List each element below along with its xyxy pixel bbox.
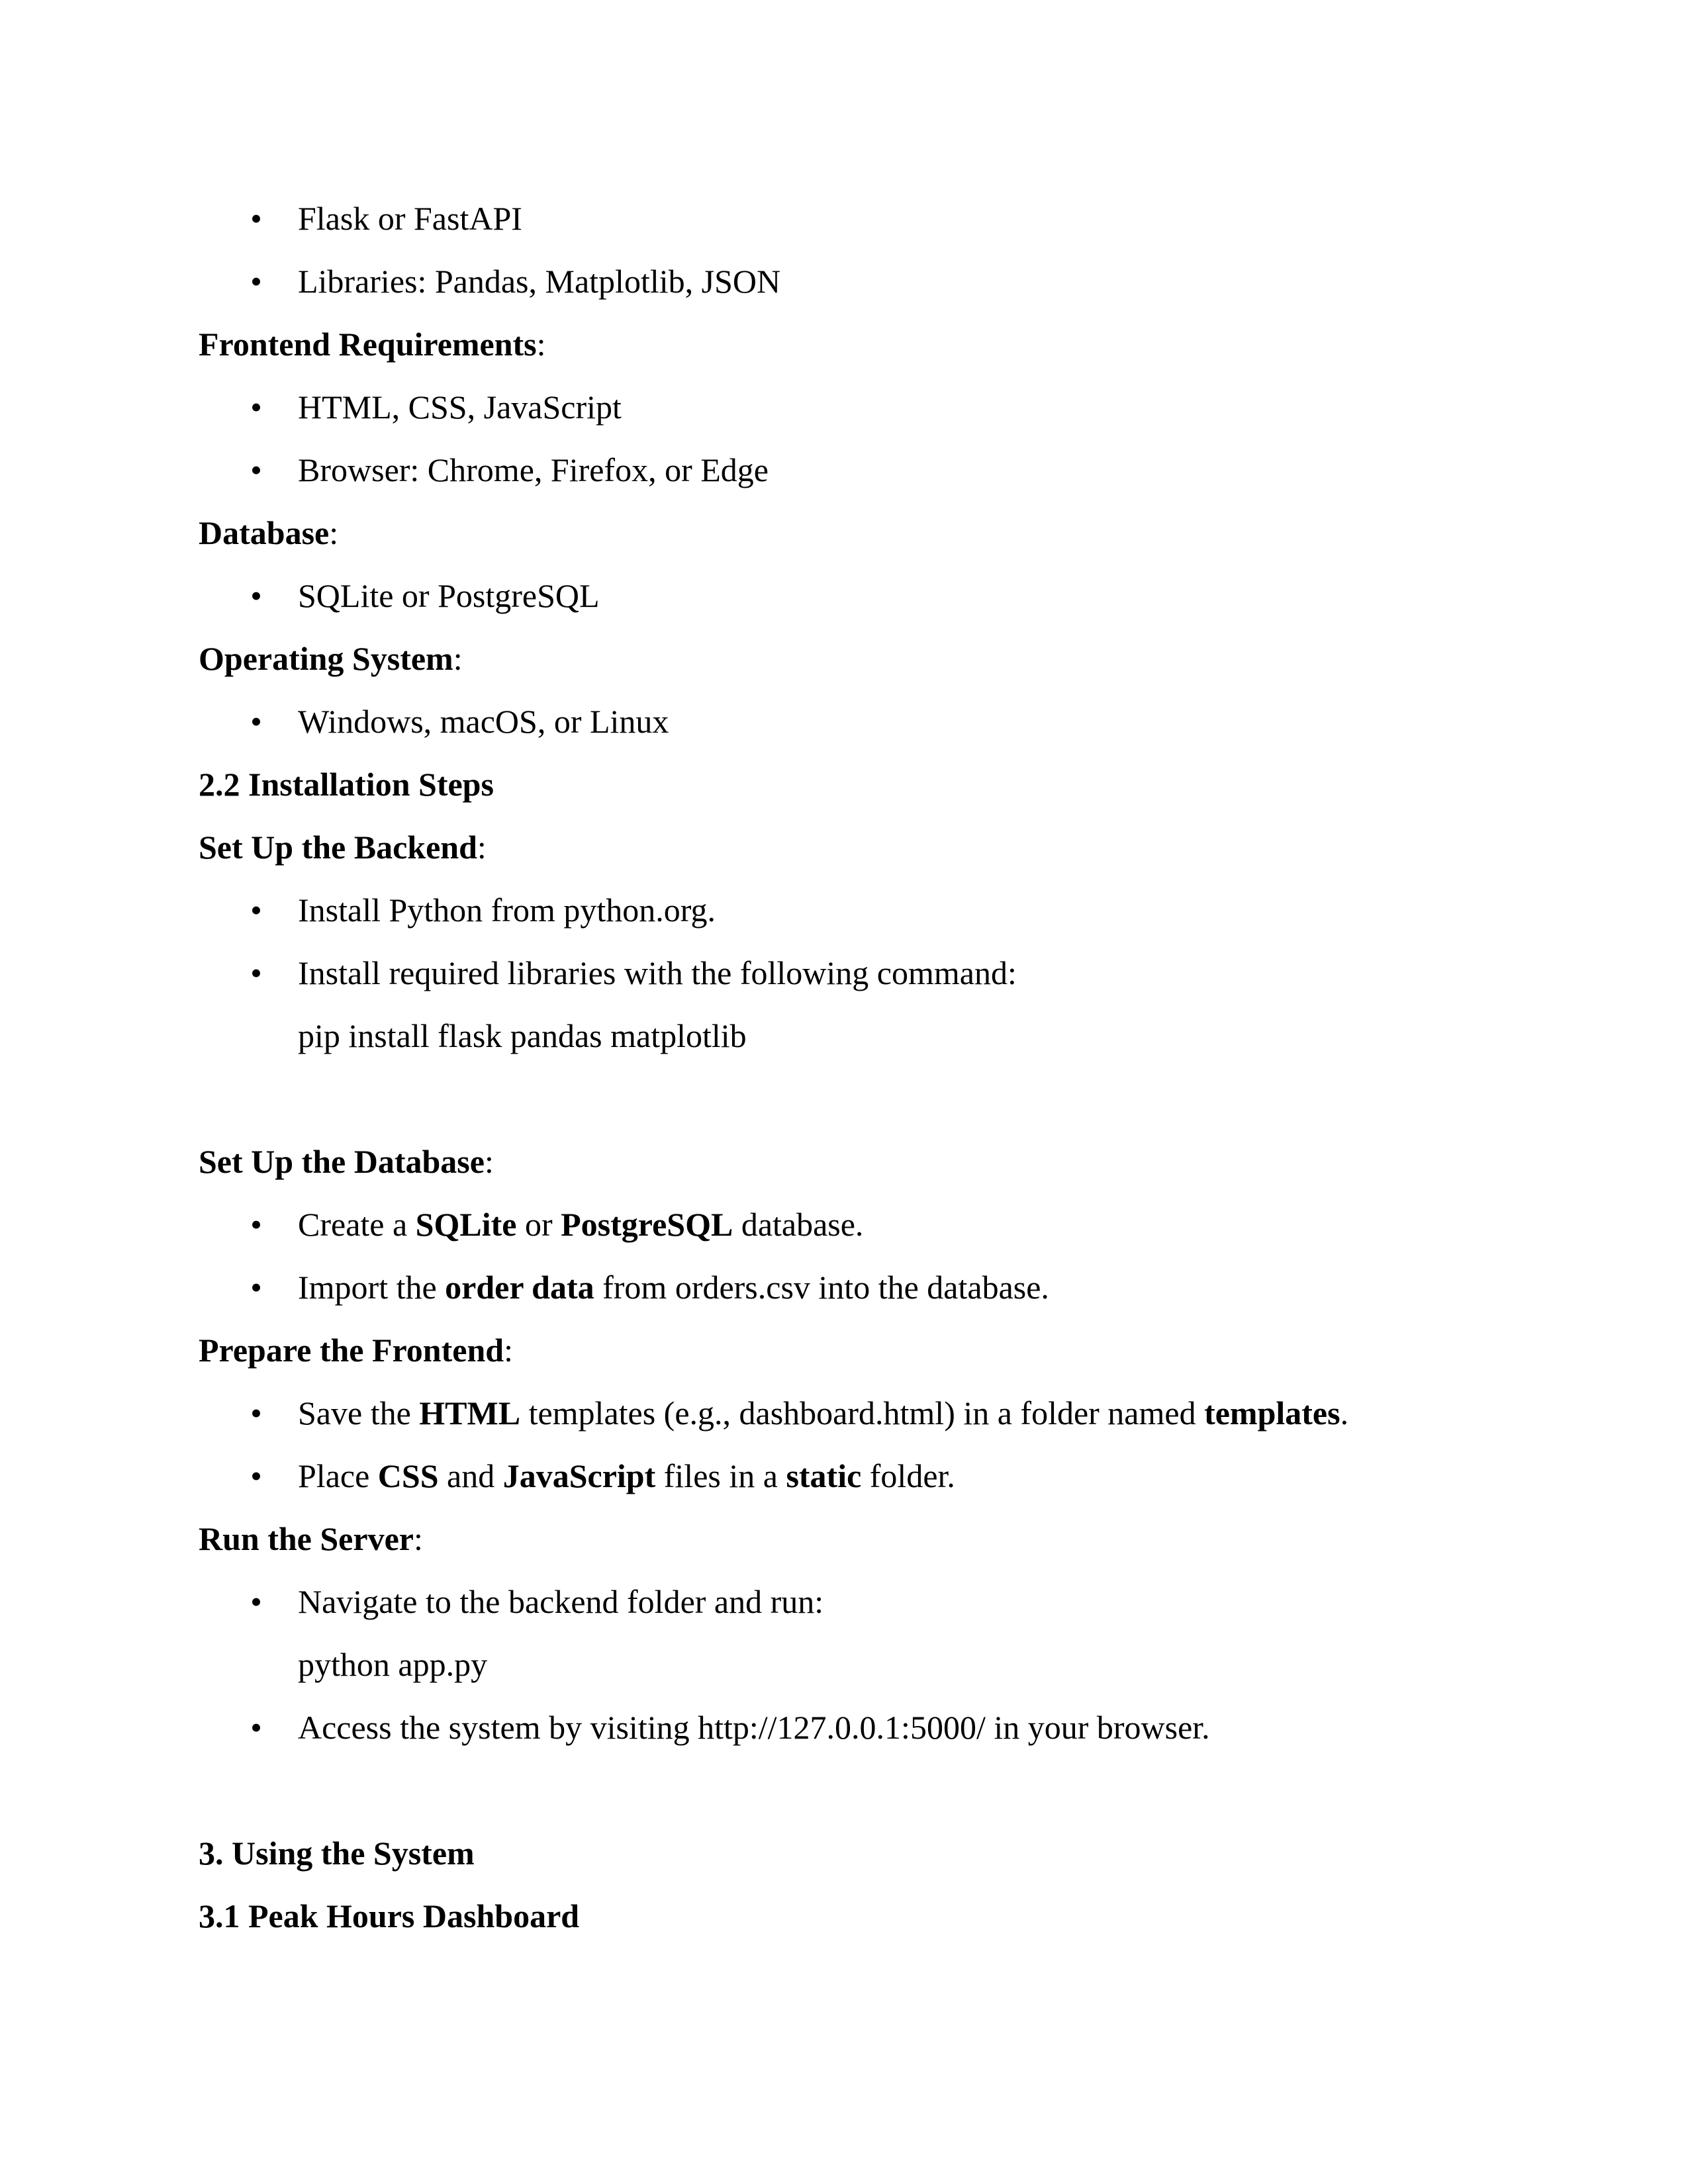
bullet-icon: • [250,954,262,991]
text-run: Save the [298,1394,420,1432]
bold-text: CSS [377,1457,439,1494]
heading-text: Operating System [199,640,453,677]
heading-text: Prepare the Frontend [199,1332,504,1369]
heading-text: Frontend Requirements [199,326,537,363]
text-run: folder. [861,1457,955,1494]
section-heading-using-system [199,1833,475,1873]
bullet-icon: • [250,200,262,237]
list-item [250,450,769,490]
command-line [298,1016,747,1056]
text-run: Import the [298,1269,445,1306]
heading-text: Database [199,514,330,551]
bullet-icon: • [250,388,262,426]
text-run: files in a [655,1457,786,1494]
heading-text: 2.2 Installation Steps [199,766,494,803]
section-heading-installation [199,764,494,804]
text-run: or [516,1206,561,1243]
bullet-icon: • [250,451,262,488]
list-item-text: SQLite or PostgreSQL [298,577,600,614]
heading-colon: : [453,640,463,677]
section-heading-peak-hours [199,1896,579,1936]
list-item [250,261,781,301]
list-item-text: Access the system by visiting http://127.0.0.1:5000/ in your browser. [298,1709,1210,1746]
text-run: Place [298,1457,378,1494]
heading-colon: : [477,829,487,866]
list-item [250,953,1017,993]
list-item [250,1267,1049,1307]
bold-text: static [786,1457,862,1494]
list-item-text: Flask or FastAPI [298,200,522,237]
list-item [250,1393,1349,1433]
bold-text: HTML [419,1394,521,1432]
list-item-text: HTML, CSS, JavaScript [298,388,622,426]
list-item [250,1456,955,1496]
list-item [250,1582,824,1621]
bullet-icon: • [250,1457,262,1494]
bullet-icon: • [250,577,262,614]
heading-colon: : [413,1520,423,1557]
list-item [250,1707,1210,1747]
list-item-text: Windows, macOS, or Linux [298,703,669,740]
bold-text: order data [445,1269,594,1306]
bold-text: JavaScript [502,1457,656,1494]
list-item [250,1205,864,1244]
command-text: python app.py [298,1646,488,1683]
bullet-icon: • [250,1269,262,1306]
section-heading-os [199,639,463,678]
list-item [250,199,522,238]
bullet-icon: • [250,1583,262,1620]
bullet-icon: • [250,263,262,300]
heading-colon: : [504,1332,513,1369]
list-item-text: Navigate to the backend folder and run: [298,1583,824,1620]
heading-colon: : [536,326,546,363]
heading-text: Set Up the Database [199,1143,485,1180]
section-heading-backend [199,827,487,867]
bold-text: PostgreSQL [561,1206,733,1243]
heading-text: Set Up the Backend [199,829,477,866]
heading-text: 3. Using the System [199,1835,475,1872]
command-text: pip install flask pandas matplotlib [298,1017,747,1054]
section-heading-frontend [199,324,546,364]
bullet-icon: • [250,1709,262,1746]
heading-text: 3.1 Peak Hours Dashboard [199,1897,580,1934]
list-item [250,387,622,427]
section-heading-setup-database [199,1142,494,1181]
bold-text: templates [1204,1394,1340,1432]
list-item-text: Libraries: Pandas, Matplotlib, JSON [298,263,781,300]
list-item [250,702,669,741]
bold-text: SQLite [415,1206,517,1243]
text-run: from orders.csv into the database. [594,1269,1049,1306]
heading-colon: : [329,514,339,551]
command-line [298,1645,487,1684]
section-heading-prepare-frontend [199,1330,513,1370]
text-run: . [1340,1394,1349,1432]
bullet-icon: • [250,1394,262,1432]
text-run: templates (e.g., dashboard.html) in a folder named [520,1394,1205,1432]
list-item [250,890,716,930]
text-run: and [438,1457,503,1494]
list-item-text: Install required libraries with the following command: [298,954,1017,991]
section-heading-database [199,513,338,553]
text-run: Create a [298,1206,416,1243]
list-item [250,576,600,615]
bullet-icon: • [250,703,262,740]
bullet-icon: • [250,891,262,929]
bullet-icon: • [250,1206,262,1243]
heading-text: Run the Server [199,1520,414,1557]
heading-colon: : [484,1143,494,1180]
list-item-text: Browser: Chrome, Firefox, or Edge [298,451,769,488]
list-item-text: Install Python from python.org. [298,891,716,929]
text-run: database. [733,1206,864,1243]
section-heading-run-server [199,1519,423,1559]
